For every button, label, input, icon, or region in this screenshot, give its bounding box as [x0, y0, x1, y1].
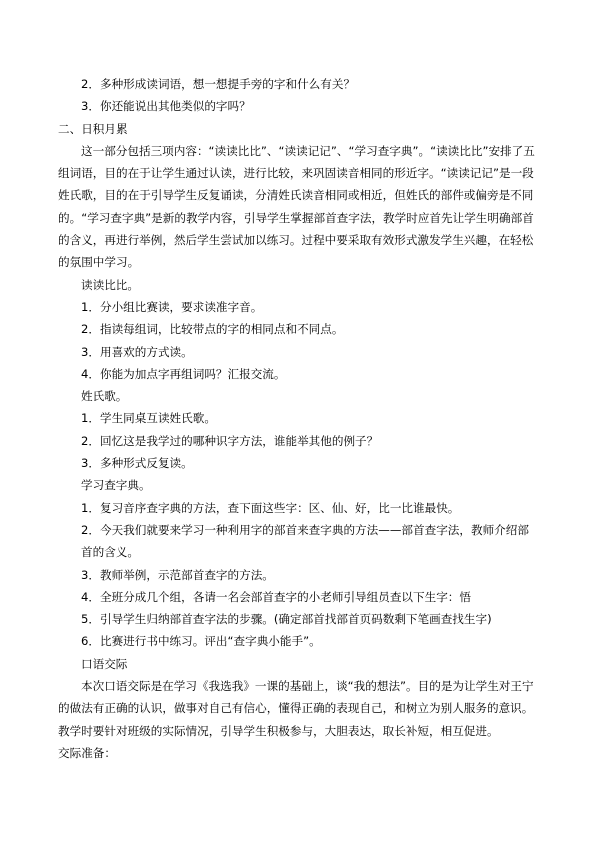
list-item: 2．回忆这是我学过的哪种识字方法，谁能举其他的例子？: [81, 433, 379, 448]
subsection-heading: 读读比比。: [81, 277, 139, 292]
list-item: 2．今天我们就要来学习一种利用字的部首来查字典的方法——部首查字法，教师介绍部首的含义。: [81, 522, 529, 560]
subsection-heading: 学习查字典。: [81, 478, 151, 493]
subsection-heading: 交际准备：: [58, 745, 116, 760]
list-item: 1．分小组比赛读，要求读准字音。: [81, 299, 263, 314]
document-body: [58, 73, 538, 764]
subsection-heading: 口语交际: [81, 656, 128, 671]
list-item: 2．多种形成读词语，想一想提手旁的字和什么有关？: [81, 77, 356, 91]
list-item: 4．你能为加点字再组词吗？汇报交流。: [81, 366, 286, 381]
section-heading: 二、日积月累: [58, 121, 128, 136]
list-item: 4．全班分成几个组，各请一名会部首查字的小老师引导组员查以下生字：悟: [81, 589, 471, 604]
list-item: 3．多种形式反复读。: [81, 456, 193, 471]
list-item: 3．教师举例，示范部首查字的方法。: [81, 567, 274, 582]
list-item: 1．复习音序查字典的方法，查下面这些字：区、仙、好，比一比谁最快。: [81, 500, 460, 515]
subsection-heading: 姓氏歌。: [81, 389, 128, 404]
list-item: 6．比赛进行书中练习。评出“查字典小能手”。: [81, 634, 321, 649]
paragraph: 本次口语交际是在学习《我选我》一课的基础上，谈“我的想法”。目的是为让学生对王宁的做法有正确的认识，做事对自己有信心，懂得正确的表现自己，和树立为别人服务的意识。教学时要针对班级的实际情况，引导学生积极参与，大胆表达，取长补短，相互促进。: [58, 679, 534, 738]
list-item: 5．引导学生归纳部首查字法的步骤。(确定部首找部首页码数剩下笔画查找生字): [81, 612, 492, 627]
paragraph: 这一部分包括三项内容：“读读比比”、“读读记记”、“学习查字典”。“读读比比”安排了五组词语，目的在于让学生通过认读，进行比较，来巩固读音相同的形近字。“读读记记”是一段姓氏歌，目的在于引导学生反复诵读，分清姓氏读音相同或相近，但姓氏的部件或偏旁是不同的。“学习查字典”是新的教学内容，引导学生掌握部首查字法，教学时应首先让学生明确部首的含义，再进行举例，然后学生尝试加以练习。过程中要采取有效形式激发学生兴趣，在轻松的氛围中学习。: [58, 143, 535, 270]
list-item: 3．你还能说出其他类似的字吗？: [81, 99, 251, 114]
list-item: 1．学生同桌互读姓氏歌。: [81, 411, 216, 426]
list-item: 3．用喜欢的方式读。: [81, 344, 193, 359]
list-item: 2．指读每组词，比较带点的字的相同点和不同点。: [81, 322, 344, 337]
